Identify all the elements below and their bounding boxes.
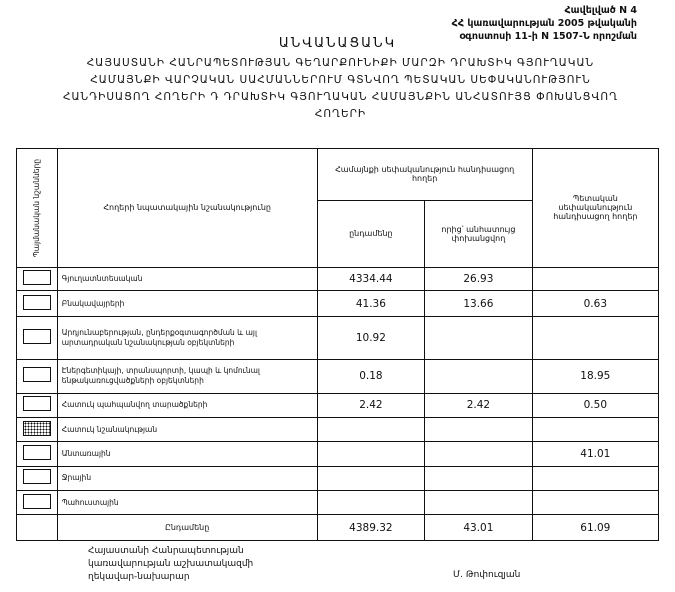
totals-row xyxy=(17,515,659,541)
totals-transferred: 43.01 xyxy=(425,515,533,541)
row-state: 18.95 xyxy=(532,359,658,393)
legend-swatch xyxy=(23,469,51,484)
row-state: 0.63 xyxy=(532,290,658,316)
subtitle-line-2: ՀԱՄԱՅՆՔԻ ՎԱՐՉԱԿԱՆ ՍԱՀՄԱՆՆԵՐՈՒՄ ԳՏՆՎՈՂ ՊԵՏԱԿԱՆ ՍԵՓԱԿԱՆՈՒԹՅՈՒՆ xyxy=(90,74,591,86)
legend-swatch-dotted xyxy=(23,421,51,436)
header-name: Հողերի նպատակային նշանակությունը xyxy=(57,149,317,268)
legend-swatch xyxy=(23,445,51,460)
table-row xyxy=(17,418,659,442)
row-transferred: 2.42 xyxy=(425,393,533,417)
table-row xyxy=(17,393,659,417)
header-total: ընդամենը xyxy=(317,200,425,267)
subtitle-line-4: ՀՈՂԵՐԻ xyxy=(314,108,367,120)
symbol-cell xyxy=(17,418,58,442)
row-transferred: 26.93 xyxy=(425,267,533,290)
table-header-row xyxy=(17,149,659,201)
symbol-cell xyxy=(17,317,58,359)
legend-swatch xyxy=(23,367,51,382)
header-transferred: որից՝ անհատույց փոխանցվող xyxy=(425,200,533,267)
symbol-cell xyxy=(17,359,58,393)
row-name: Արդյունաբերության, ընդերքօգտագործման և այլ արտադրական նշանակության օբյեկտների xyxy=(57,317,317,359)
legend-swatch xyxy=(23,295,51,310)
row-total xyxy=(317,491,425,515)
row-transferred xyxy=(425,466,533,490)
signatory-title xyxy=(88,545,253,584)
row-total: 10.92 xyxy=(317,317,425,359)
header-community-group: Համայնքի սեփականություն հանդիսացող հողեր xyxy=(317,149,532,201)
table-row xyxy=(17,290,659,316)
row-total: 4334.44 xyxy=(317,267,425,290)
signatory-line-2: կառավարության աշխատակազմի xyxy=(88,559,254,569)
row-name: Բնակավայրերի xyxy=(57,290,317,316)
header-symbols: Պայմանական նշանները xyxy=(17,149,58,268)
annex-line-1: Հավելված N 4 xyxy=(564,5,637,16)
row-total: 2.42 xyxy=(317,393,425,417)
row-total: 41.36 xyxy=(317,290,425,316)
table-row xyxy=(17,442,659,466)
legend-swatch xyxy=(23,396,51,411)
symbol-cell xyxy=(17,267,58,290)
row-name: Հատուկ նշանակության xyxy=(57,418,317,442)
row-transferred xyxy=(425,317,533,359)
signatory-line-3: ղեկավար-նախարար xyxy=(88,572,190,582)
legend-swatch xyxy=(23,270,51,285)
row-name: Հատուկ պահպանվող տարածքների xyxy=(57,393,317,417)
legend-swatch xyxy=(23,494,51,509)
table-row xyxy=(17,267,659,290)
symbol-cell-empty xyxy=(17,515,58,541)
table-row xyxy=(17,491,659,515)
symbol-cell xyxy=(17,442,58,466)
row-total xyxy=(317,466,425,490)
row-transferred xyxy=(425,442,533,466)
row-state xyxy=(532,267,658,290)
totals-state: 61.09 xyxy=(532,515,658,541)
annex-line-3: օգոստոսի 11-ի N 1507-Ն որոշման xyxy=(459,31,637,42)
row-state xyxy=(532,317,658,359)
symbol-cell xyxy=(17,393,58,417)
row-name: Ջրային xyxy=(57,466,317,490)
table-row xyxy=(17,359,659,393)
row-name: Անտառային xyxy=(57,442,317,466)
row-state: 0.50 xyxy=(532,393,658,417)
row-total: 0.18 xyxy=(317,359,425,393)
symbol-cell xyxy=(17,491,58,515)
row-name: Էներգետիկայի, տրանսպորտի, կապի և կոմունալ ենթակառուցվածքների օբյեկտների xyxy=(57,359,317,393)
row-state xyxy=(532,491,658,515)
annex-line-2: ՀՀ կառավարության 2005 թվականի xyxy=(451,18,637,29)
row-state xyxy=(532,418,658,442)
table-row xyxy=(17,317,659,359)
land-table xyxy=(16,148,659,541)
legend-swatch xyxy=(23,329,51,344)
table-row xyxy=(17,466,659,490)
row-name: Պահուստային xyxy=(57,491,317,515)
row-state: 41.01 xyxy=(532,442,658,466)
document-subtitle xyxy=(28,55,653,123)
row-name: Գյուղատնտեսական xyxy=(57,267,317,290)
row-total xyxy=(317,442,425,466)
subtitle-line-3: ՀԱՆԴԻՍԱՑՈՂ ՀՈՂԵՐԻ Դ ԴՐԱԽՏԻԿ ԳՅՈՒՂԱԿԱՆ ՀԱՄԱՅՆՔԻՆ ԱՆՀԱՏՈՒՅՑ ՓՈԽԱՆՑՎՈՂ xyxy=(62,91,618,103)
document-title: ԱՆՎԱՆԱՑԱՆԿ xyxy=(278,36,397,51)
signatory-name: Մ. Թոփուզյան xyxy=(453,570,521,580)
row-transferred xyxy=(425,359,533,393)
signatory-line-1: Հայաստանի Հանրապետության xyxy=(88,546,244,556)
row-state xyxy=(532,466,658,490)
row-total xyxy=(317,418,425,442)
symbol-cell xyxy=(17,290,58,316)
header-state: Պետական սեփականություն հանդիսացող հողեր xyxy=(532,149,658,268)
symbol-cell xyxy=(17,466,58,490)
subtitle-line-1: ՀԱՅԱՍՏԱՆԻ ՀԱՆՐԱՊԵՏՈՒԹՅԱՆ ԳԵՂԱՐՔՈՒՆԻՔԻ ՄԱՐԶԻ ԴՐԱԽՏԻԿ ԳՅՈՒՂԱԿԱՆ xyxy=(86,57,595,69)
row-transferred: 13.66 xyxy=(425,290,533,316)
row-transferred xyxy=(425,491,533,515)
row-transferred xyxy=(425,418,533,442)
totals-total: 4389.32 xyxy=(317,515,425,541)
totals-label: Ընդամենը xyxy=(57,515,317,541)
